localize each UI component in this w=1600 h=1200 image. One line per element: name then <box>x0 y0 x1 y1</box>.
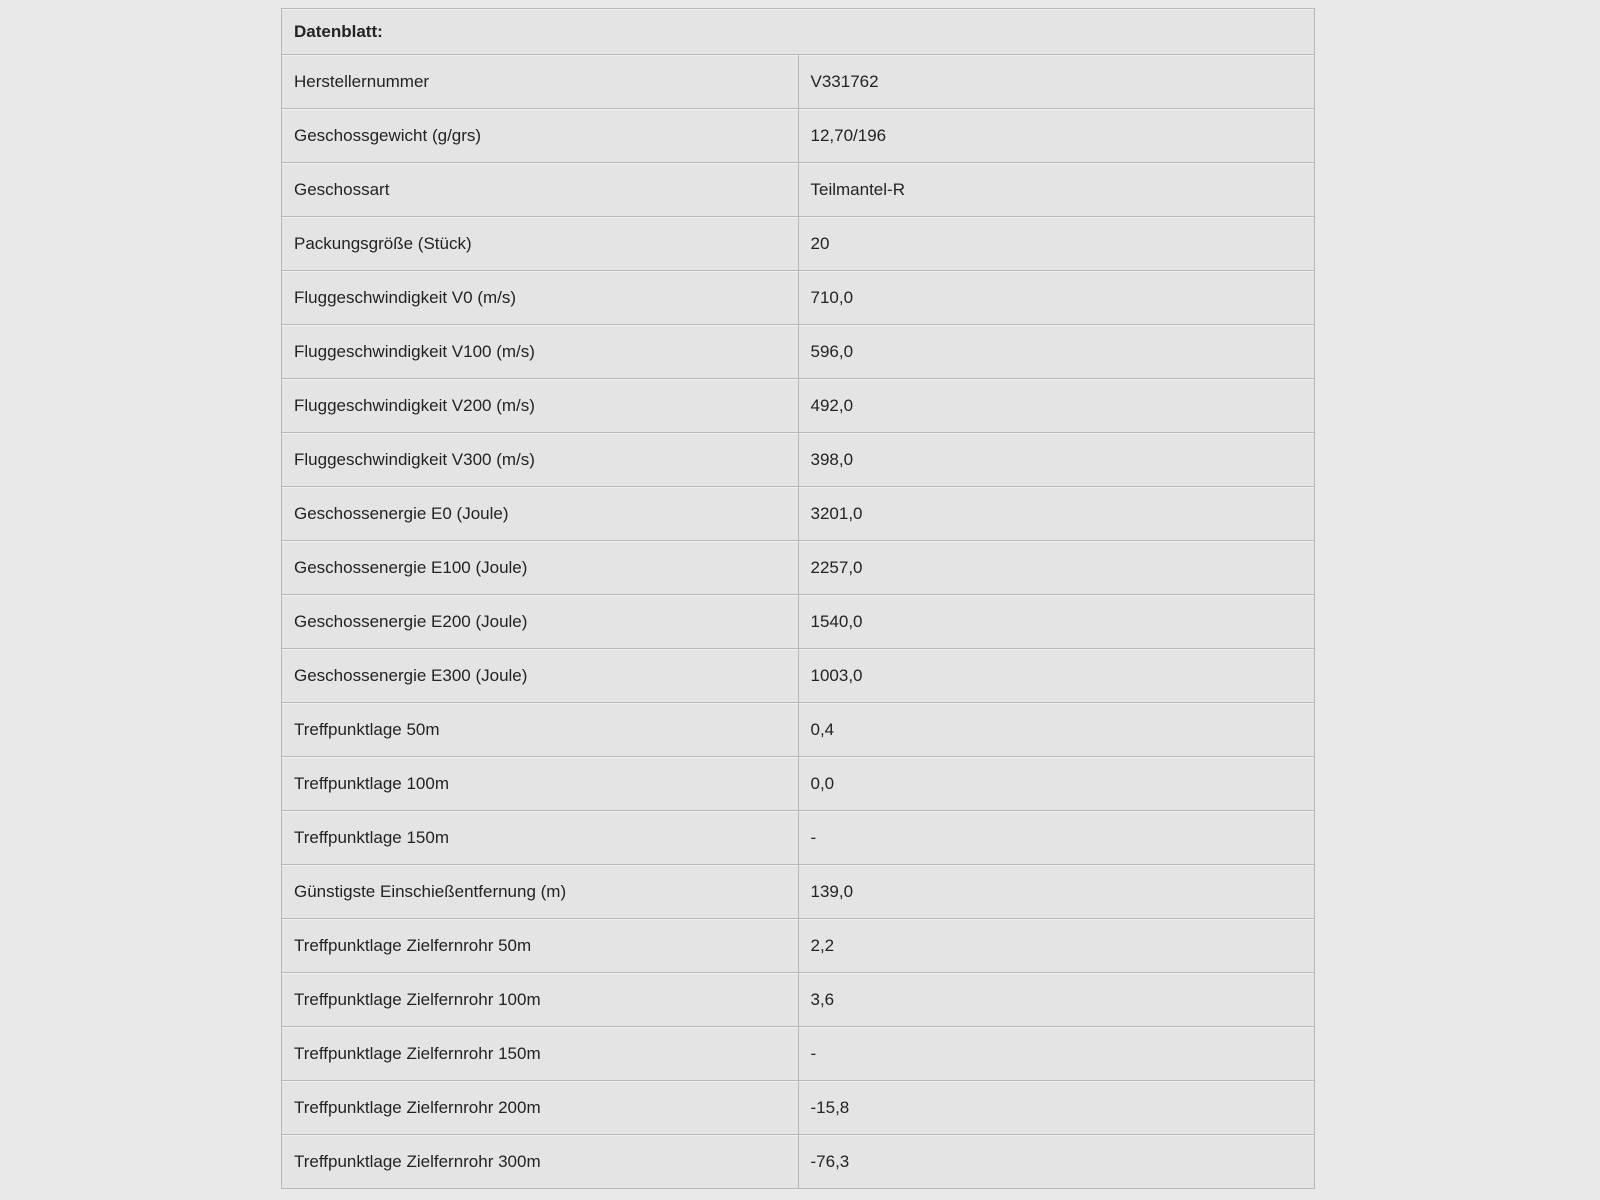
spec-label: Treffpunktlage Zielfernrohr 300m <box>282 1135 799 1189</box>
table-row <box>282 1027 1315 1081</box>
spec-value: 596,0 <box>798 325 1315 379</box>
table-row <box>282 649 1315 703</box>
table-title-row <box>282 9 1315 55</box>
spec-label: Treffpunktlage 100m <box>282 757 799 811</box>
spec-value: 20 <box>798 217 1315 271</box>
spec-value: 139,0 <box>798 865 1315 919</box>
spec-label: Geschossenergie E100 (Joule) <box>282 541 799 595</box>
table-row <box>282 217 1315 271</box>
spec-label: Geschossart <box>282 163 799 217</box>
table-row <box>282 271 1315 325</box>
spec-value: 1540,0 <box>798 595 1315 649</box>
spec-label: Geschossgewicht (g/grs) <box>282 109 799 163</box>
table-row <box>282 325 1315 379</box>
spec-value: 3201,0 <box>798 487 1315 541</box>
spec-value: 2257,0 <box>798 541 1315 595</box>
spec-value: -76,3 <box>798 1135 1315 1189</box>
spec-label: Treffpunktlage 150m <box>282 811 799 865</box>
spec-value: 12,70/196 <box>798 109 1315 163</box>
table-row <box>282 163 1315 217</box>
spec-label: Fluggeschwindigkeit V200 (m/s) <box>282 379 799 433</box>
spec-value: 710,0 <box>798 271 1315 325</box>
spec-value: 398,0 <box>798 433 1315 487</box>
datasheet-table-head <box>282 9 1315 55</box>
table-row <box>282 703 1315 757</box>
table-row <box>282 379 1315 433</box>
spec-label: Packungsgröße (Stück) <box>282 217 799 271</box>
table-row <box>282 595 1315 649</box>
spec-label: Geschossenergie E300 (Joule) <box>282 649 799 703</box>
table-row <box>282 109 1315 163</box>
spec-label: Treffpunktlage Zielfernrohr 50m <box>282 919 799 973</box>
table-row <box>282 865 1315 919</box>
spec-value: Teilmantel-R <box>798 163 1315 217</box>
table-body <box>282 55 1315 1189</box>
spec-label: Geschossenergie E200 (Joule) <box>282 595 799 649</box>
table-row <box>282 1081 1315 1135</box>
spec-label: Geschossenergie E0 (Joule) <box>282 487 799 541</box>
table-row <box>282 757 1315 811</box>
table-row <box>282 919 1315 973</box>
spec-label: Treffpunktlage Zielfernrohr 150m <box>282 1027 799 1081</box>
table-row <box>282 973 1315 1027</box>
spec-value: 2,2 <box>798 919 1315 973</box>
spec-value: -15,8 <box>798 1081 1315 1135</box>
datasheet-table <box>281 8 1315 1189</box>
spec-value: V331762 <box>798 55 1315 109</box>
spec-label: Treffpunktlage 50m <box>282 703 799 757</box>
spec-label: Herstellernummer <box>282 55 799 109</box>
spec-value: 3,6 <box>798 973 1315 1027</box>
spec-label: Treffpunktlage Zielfernrohr 200m <box>282 1081 799 1135</box>
spec-value: 0,4 <box>798 703 1315 757</box>
spec-value: - <box>798 1027 1315 1081</box>
table-row <box>282 55 1315 109</box>
table-row <box>282 487 1315 541</box>
spec-label: Treffpunktlage Zielfernrohr 100m <box>282 973 799 1027</box>
spec-label: Günstigste Einschießentfernung (m) <box>282 865 799 919</box>
spec-value: 492,0 <box>798 379 1315 433</box>
spec-label: Fluggeschwindigkeit V100 (m/s) <box>282 325 799 379</box>
spec-value: 0,0 <box>798 757 1315 811</box>
table-row <box>282 433 1315 487</box>
spec-label: Fluggeschwindigkeit V300 (m/s) <box>282 433 799 487</box>
spec-value: 1003,0 <box>798 649 1315 703</box>
table-row <box>282 541 1315 595</box>
table-title: Datenblatt: <box>282 9 1315 55</box>
spec-value: - <box>798 811 1315 865</box>
table-row <box>282 1135 1315 1189</box>
table-row <box>282 811 1315 865</box>
spec-label: Fluggeschwindigkeit V0 (m/s) <box>282 271 799 325</box>
